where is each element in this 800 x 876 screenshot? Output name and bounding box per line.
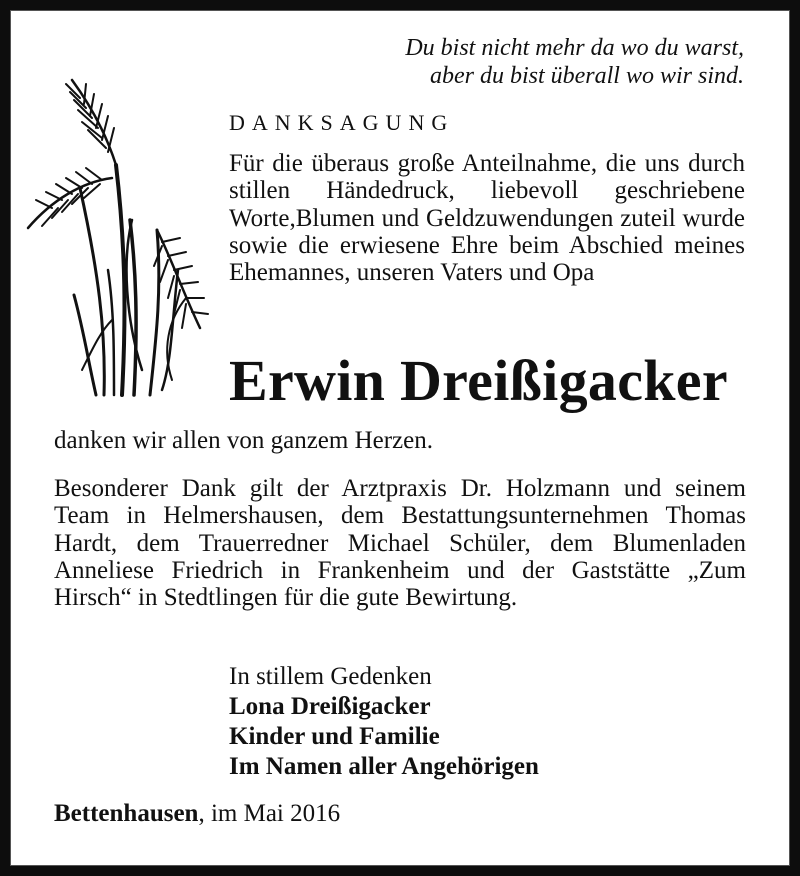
intro-text: Für die überaus große Anteilnahme, die uns durch stillen Händedruck, liebevoll geschriebene Worte,Blumen und Geldzuwendungen zuteil wurde sowie die erwiesene Ehre beim Abschied meines Ehemannes, unseren Vaters und Opa — [229, 150, 745, 287]
thanks-line: danken wir allen von ganzem Herzen. — [54, 427, 434, 454]
date-text: , im Mai 2016 — [198, 800, 341, 827]
memorial-name-2: Kinder und Familie — [229, 723, 440, 750]
wheat-stalks-icon — [22, 70, 212, 400]
memorial-name-1: Lona Dreißigacker — [229, 693, 431, 720]
memorial-name-3: Im Namen aller Angehörigen — [229, 753, 539, 780]
deceased-name: Erwin Dreißigacker — [229, 348, 728, 413]
place-date-line — [54, 800, 340, 828]
place-name: Bettenhausen — [54, 800, 199, 827]
motto — [324, 34, 744, 90]
heading-danksagung: DANKSAGUNG — [229, 110, 455, 135]
special-thanks-text: Besonderer Dank gilt der Arztpraxis Dr. Holzmann und seinem Team in Helmershausen, dem Bestattungsunternehmen Thomas Hardt, dem Trauerredner Michael Schüler, dem Blumenladen Anneliese Friedrich in Frankenheim und der Gaststätte „Zum Hirsch“ in Stedtlingen für die gute Bewirtung. — [54, 475, 746, 612]
motto-line-2: aber du bist überall wo wir sind. — [429, 63, 744, 89]
motto-line-1: Du bist nicht mehr da wo du warst, — [405, 35, 744, 61]
memorial-block — [229, 662, 539, 782]
memorial-intro: In stillem Gedenken — [229, 663, 432, 690]
